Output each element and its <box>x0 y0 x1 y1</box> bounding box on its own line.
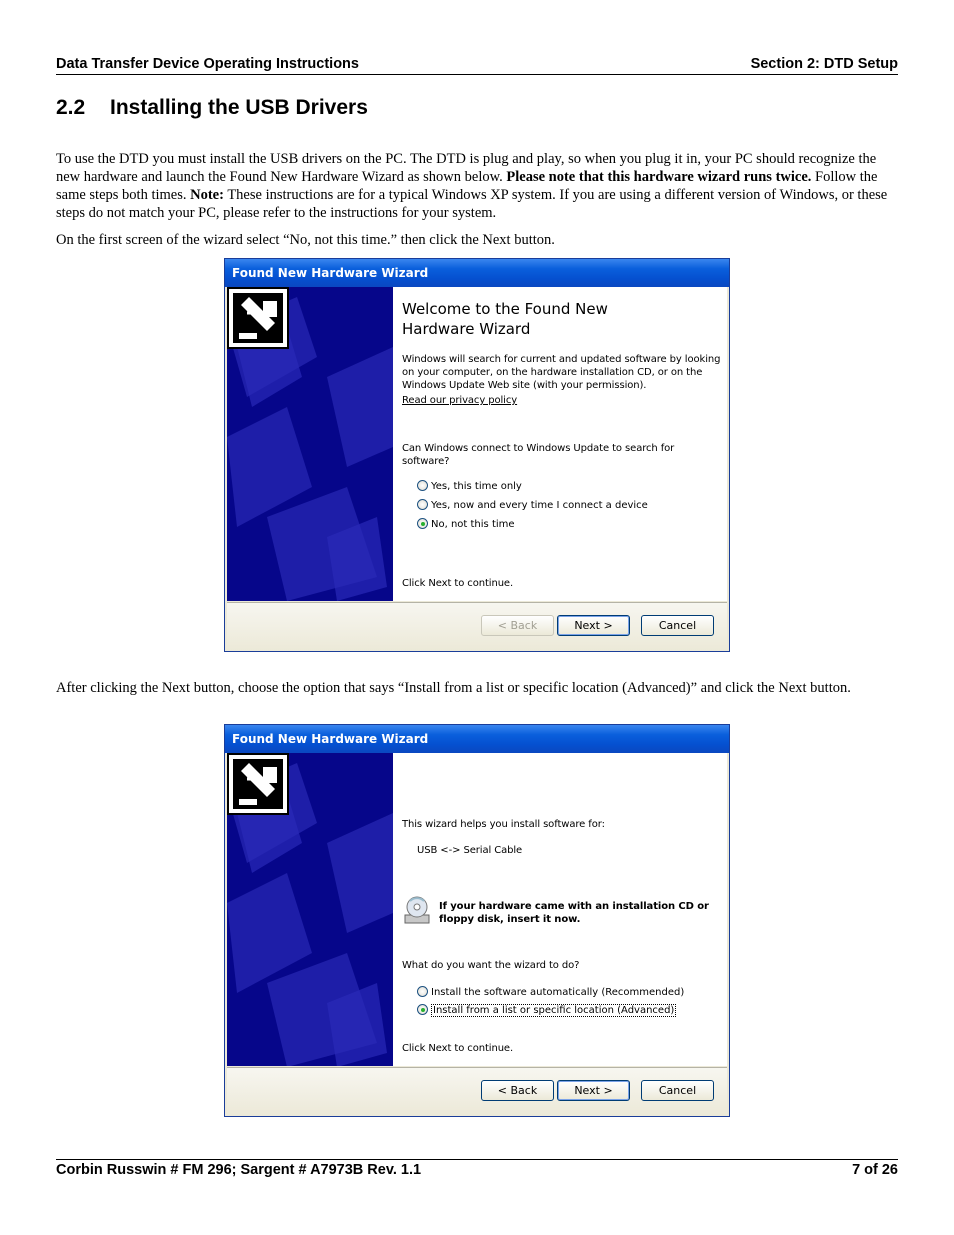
page-number: 7 of 26 <box>852 1162 898 1178</box>
back-button[interactable]: < Back <box>481 615 554 636</box>
hardware-wizard-icon <box>227 287 289 349</box>
click-next-hint: Click Next to continue. <box>402 578 514 589</box>
radio-button-selected[interactable] <box>417 518 428 529</box>
option-label: Install the software automatically (Recommended) <box>431 987 685 998</box>
wizard-screenshot-install-options <box>224 724 730 1117</box>
radio-button[interactable] <box>417 986 428 997</box>
update-question: Can Windows connect to Windows Update to search for software? <box>402 443 675 467</box>
radio-button-selected[interactable] <box>417 1004 428 1015</box>
privacy-policy-link[interactable]: Read our privacy policy <box>402 395 518 406</box>
wizard-side-banner <box>227 287 393 601</box>
step1-paragraph: On the first screen of the wizard select “No, not this time.” then click the Next button. <box>56 232 555 248</box>
cd-drive-icon <box>402 895 432 925</box>
device-name: USB <-> Serial Cable <box>417 845 523 856</box>
option-label: No, not this time <box>431 519 515 530</box>
cd-insert-hint: If your hardware came with an installation CD or floppy disk, insert it now. <box>439 901 709 925</box>
option-label: Install from a list or specific location (Advanced) <box>433 1005 675 1016</box>
section-title: Installing the USB Drivers <box>110 96 368 119</box>
next-button[interactable]: Next > <box>557 615 630 636</box>
step2-paragraph: After clicking the Next button, choose the option that says “Install from a list or specific location (Advanced)” and click the Next button. <box>56 680 851 696</box>
intro-text-2: Follow the same steps both times. <box>56 169 878 203</box>
radio-button[interactable] <box>417 480 428 491</box>
intro-text-1: To use the DTD you must install the USB drivers on the PC. The DTD is plug and play, so when you plug it in, your PC should recognize the new hardware and launch the Found New Hardware Wizard as shown below. <box>56 151 877 185</box>
back-button[interactable]: < Back <box>481 1080 554 1101</box>
wizard-content <box>393 753 727 1066</box>
section-number: 2.2 <box>56 96 86 119</box>
header-doc-title: Data Transfer Device Operating Instructions <box>56 56 359 72</box>
hardware-wizard-icon <box>227 753 289 815</box>
page-footer <box>56 1159 898 1182</box>
cancel-button[interactable]: Cancel <box>641 615 714 636</box>
wizard-intro: This wizard helps you install software for: <box>402 819 605 830</box>
next-button[interactable]: Next > <box>557 1080 630 1101</box>
intro-note-label: Note: <box>190 187 224 203</box>
option-label: Yes, this time only <box>431 481 522 492</box>
wizard-title-bar: Found New Hardware Wizard <box>225 725 729 753</box>
intro-paragraph <box>56 150 898 222</box>
header-section: Section 2: DTD Setup <box>750 56 898 72</box>
click-next-hint: Click Next to continue. <box>402 1043 514 1054</box>
wizard-content <box>393 287 727 601</box>
section-heading <box>56 96 368 120</box>
wizard-title-bar: Found New Hardware Wizard <box>225 259 729 287</box>
option-install-from-list[interactable] <box>417 1004 676 1016</box>
option-yes-this-time[interactable] <box>417 480 522 492</box>
wizard-button-bar <box>227 602 727 651</box>
cancel-button[interactable]: Cancel <box>641 1080 714 1101</box>
intro-text-3: These instructions are for a typical Windows XP system. If you are using a different version of Windows, or these steps do not match your PC, please refer to the instructions for your system. <box>56 187 888 221</box>
page-header <box>56 56 898 75</box>
option-yes-every-time[interactable] <box>417 499 648 511</box>
wizard-screenshot-welcome <box>224 258 730 652</box>
option-label: Yes, now and every time I connect a device <box>431 500 648 511</box>
wizard-button-bar <box>227 1067 727 1116</box>
option-no-not-this-time[interactable] <box>417 518 515 530</box>
footer-doc-id: Corbin Russwin # FM 296; Sargent # A7973B Rev. 1.1 <box>56 1162 422 1178</box>
wizard-side-banner <box>227 753 393 1066</box>
wizard-intro: Windows will search for current and updated software by looking on your computer, on the hardware installation CD, or on the Windows Update Web site (with your permission). <box>402 354 721 391</box>
wizard-question: What do you want the wizard to do? <box>402 960 580 971</box>
intro-bold-warning: Please note that this hardware wizard runs twice. <box>506 169 812 185</box>
radio-button[interactable] <box>417 499 428 510</box>
option-install-automatically[interactable] <box>417 986 684 998</box>
wizard-heading: Welcome to the Found New Hardware Wizard <box>402 300 608 338</box>
